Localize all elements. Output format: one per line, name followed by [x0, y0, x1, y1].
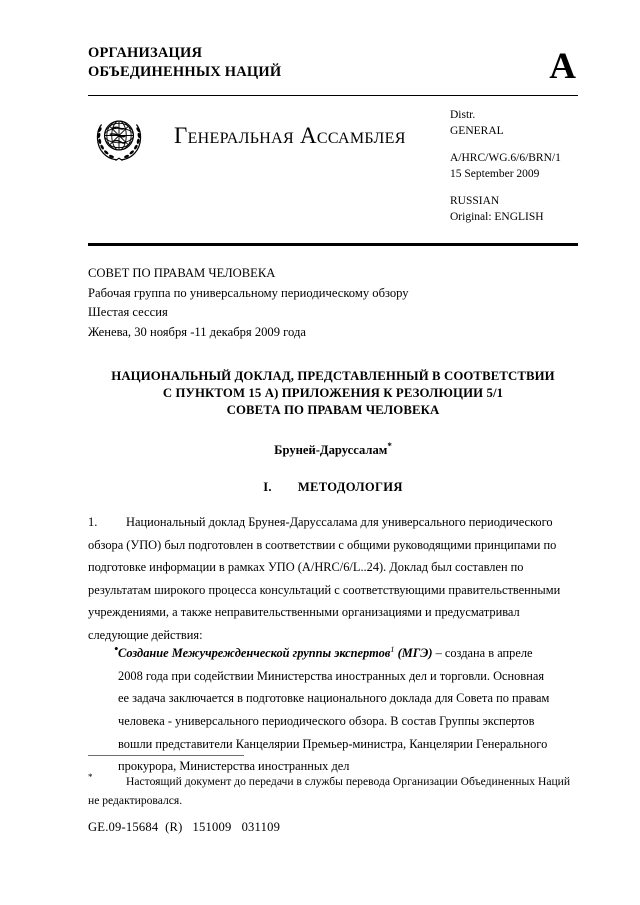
document-language: RUSSIAN [450, 195, 500, 207]
distribution-block [450, 108, 561, 225]
country-footnote-marker: * [387, 441, 392, 451]
distr-label: Distr. [450, 109, 476, 121]
document-symbol-letter: A [549, 46, 576, 87]
bullet-lead-italic: Создание Межучрежденческой группы экспертов [118, 646, 391, 661]
document-code: GE.09-15684 (R) 151009 031109 [88, 820, 281, 834]
bullet-footnote-marker: 1 [390, 644, 395, 654]
paragraph-1 [88, 511, 578, 647]
bullet-marker-icon: • [114, 641, 119, 656]
paragraph-1-number: 1. [88, 515, 98, 529]
language-group [450, 194, 561, 225]
organization-row [88, 44, 578, 86]
footnote-text: Настоящий документ до передачи в службы перевода Организации Объединенных Наций не редактировался. [88, 774, 571, 807]
title-line-2: С ПУНКТОМ 15 A) ПРИЛОЖЕНИЯ К РЕЗОЛЮЦИИ 5/1 [162, 386, 504, 400]
un-emblem-icon [90, 110, 148, 168]
document-date: 15 September 2009 [450, 167, 540, 180]
council-venue-dates: Женева, 30 ноября -11 декабря 2009 года [88, 324, 306, 339]
bullet-list [88, 638, 578, 778]
general-assembly-title: Генеральная Ассамблея [174, 123, 406, 148]
council-body-name: СОВЕТ ПО ПРАВАМ ЧЕЛОВЕКА [88, 266, 276, 280]
document-symbol-number: A/HRC/WG.6/6/BRN/1 [450, 152, 561, 164]
paragraph-1-text: Национальный доклад Брунея-Даруссалама для универсального периодического обзора (УПО) был подготовлен в соответствии с общими руководящими принципами по подготовке информации в рамках УПО (A/HRC/6/L..24). Доклад был составлен по результатам широкого процесса консультаций с соответствующими правительственными учреждениями, а также неправительственными организациями и предусматривал следующие действия: [88, 515, 561, 642]
bullet-body-text: – создана в апреле 2008 года при содействии Министерства иностранных дел и торговли. Основная ее задача заключается в подготовке национального доклада для Совета по правам человека - универсального периодического обзора. В состав Группы экспертов вошли представители Канцелярии Премьер-министра, Канцелярии Генерального прокурора, Министерства иностранных дел [118, 646, 550, 774]
page-title [88, 368, 578, 419]
distr-value: GENERAL [450, 124, 504, 137]
general-assembly-block [88, 108, 578, 223]
masthead [88, 44, 578, 223]
footnote-marker: * [88, 772, 93, 782]
distribution-group [450, 108, 561, 139]
organization-line-1: ОРГАНИЗАЦИЯ [88, 45, 203, 61]
council-working-group: Рабочая группа по универсальному периодическому обзору [88, 285, 409, 300]
section-title: МЕТОДОЛОГИЯ [297, 480, 403, 494]
organization-name [88, 44, 281, 82]
title-line-3: СОВЕТА ПО ПРАВАМ ЧЕЛОВЕКА [226, 403, 440, 417]
footnote [88, 768, 578, 810]
masthead-rule-thick [88, 243, 578, 246]
section-heading [88, 480, 578, 495]
footnote-separator [88, 755, 244, 756]
country-name [88, 441, 578, 458]
list-item-text [118, 638, 556, 778]
organization-line-2: ОБЪЕДИНЕННЫХ НАЦИЙ [88, 64, 282, 80]
title-line-1: НАЦИОНАЛЬНЫЙ ДОКЛАД, ПРЕДСТАВЛЕННЫЙ В СООТВЕТСТВИИ [111, 369, 555, 383]
bullet-abbreviation: (МГЭ) [394, 646, 433, 661]
section-number: I. [263, 480, 272, 494]
symbol-group [450, 151, 561, 182]
masthead-rule-thin [88, 95, 578, 96]
country-label: Бруней-Даруссалам [274, 443, 388, 458]
list-item [88, 638, 578, 778]
human-rights-council-block [88, 264, 578, 342]
council-session: Шестая сессия [88, 305, 168, 319]
document-original-language: Original: ENGLISH [450, 210, 544, 223]
